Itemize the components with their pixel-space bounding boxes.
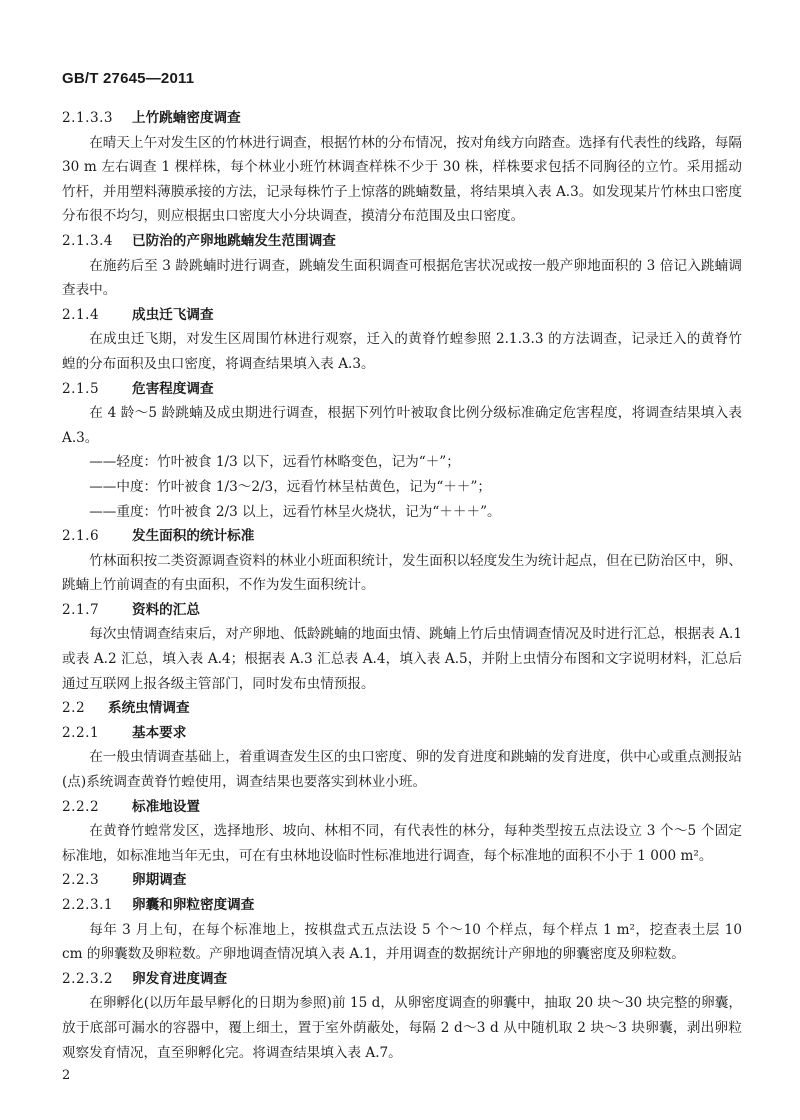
section-heading	[62, 598, 742, 623]
section-title: 危害程度调查	[132, 380, 214, 397]
body-paragraph: 在卵孵化(以历年最早孵化的日期为参照)前 15 d，从卵密度调查的卵囊中，抽取 20 块～30 块完整的卵囊，放于底部可漏水的容器中，覆上细土，置于室外荫蔽处，每隔 2 d～3 d 从中随机取 2 块～3 块卵囊，剥出卵粒观察发育情况，直至卵孵化完。将调查结果填入表 A.7。	[62, 995, 742, 1061]
body-paragraph: 每年 3 月上旬，在每个标准地上，按棋盘式五点法设 5 个～10 个样点，每个样点 1 m²，挖查表土层 10 cm 的卵囊数及卵粒数。产卵地调查情况填入表 A.1，并用调查的数据统计产卵地的卵囊密度及卵粒数。	[62, 921, 742, 963]
body-paragraph: 在施药后至 3 龄跳蝻时进行调查，跳蝻发生面积调查可根据危害状况或按一般产卵地面积的 3 倍记入跳蝻调查表中。	[62, 257, 742, 299]
section-number: 2.1.3.3	[62, 110, 114, 126]
section-number: 2.2.3	[62, 872, 100, 889]
section-title: 已防治的产卵地跳蝻发生范围调查	[132, 232, 336, 249]
section-heading	[62, 229, 742, 254]
section-title: 成虫迁飞调查	[132, 306, 214, 323]
section-title: 标准地设置	[132, 798, 200, 815]
section-number: 2.2.2	[62, 798, 100, 815]
section-heading	[62, 377, 742, 402]
section-title: 卵囊和卵粒密度调查	[132, 897, 255, 913]
section-title: 基本要求	[132, 724, 187, 741]
section-title: 卵发育进度调查	[132, 970, 228, 987]
section-heading	[62, 106, 742, 131]
list-item: ——轻度：竹叶被食 1/3 以下，远看竹林略变色，记为“＋”；	[89, 454, 460, 471]
section-title: 上竹跳蝻密度调查	[132, 110, 241, 126]
section-title: 卵期调查	[132, 872, 187, 889]
section-number: 2.2.3.2	[62, 970, 114, 987]
document-body	[62, 106, 742, 1065]
section-number: 2.2	[62, 700, 86, 717]
section-title: 发生面积的统计标准	[132, 528, 255, 545]
body-paragraph: 在一般虫情调查基础上，着重调查发生区的虫口密度、卵的发育进度和跳蝻的发育进度，供中心或重点测报站(点)系统调查黄脊竹蝗使用，调查结果也要落实到林业小班。	[62, 749, 742, 791]
body-paragraph: 在成虫迁飞期，对发生区周围竹林进行观察，迁入的黄脊竹蝗参照 2.1.3.3 的方法调查，记录迁入的黄脊竹蝗的分布面积及虫口密度，将调查结果填入表 A.3。	[62, 331, 742, 372]
section-number: 2.1.3.4	[62, 232, 114, 249]
list-item: ——重度：竹叶被食 2/3 以上，远看竹林呈火烧状，记为“＋＋＋”。	[89, 503, 501, 520]
section-title: 资料的汇总	[132, 601, 200, 618]
body-paragraph: 在晴天上午对发生区的竹林进行调查，根据竹林的分布情况，按对角线方向踏查。选择有代表性的线路，每隔 30 m 左右调查 1 棵样株，每个林业小班竹林调查样株不少于 30 株，样株要求包括不同胸径的立竹。采用摇动竹杆，并用塑料薄膜承接的方法，记录每株竹子上惊落的跳蝻数量，将结果填入表 A.3。如发现某片竹林虫口密度分布很不均匀，则应根据虫口密度大小分块调查，摸清分布范围及虫口密度。	[62, 134, 742, 225]
section-number: 2.1.4	[62, 306, 100, 323]
section-number: 2.1.7	[62, 601, 100, 618]
section-heading	[62, 524, 742, 549]
body-paragraph: 竹林面积按二类资源调查资料的林业小班面积统计，发生面积以轻度发生为统计起点，但在已防治区中，卵、跳蝻上竹前调查的有虫面积，不作为发生面积统计。	[62, 552, 742, 594]
standard-code: GB/T 27645—2011	[62, 70, 195, 87]
section-heading	[62, 696, 742, 721]
section-heading	[62, 893, 742, 918]
section-number: 2.2.1	[62, 724, 100, 741]
section-number: 2.1.5	[62, 380, 100, 397]
page-number: 2	[62, 1068, 71, 1083]
list-item: ——中度：竹叶被食 1/3～2/3，远看竹林呈枯黄色，记为“＋＋”；	[89, 478, 492, 495]
section-heading	[62, 721, 742, 746]
section-title: 系统虫情调查	[108, 700, 190, 717]
section-heading	[62, 967, 742, 992]
section-heading	[62, 303, 742, 328]
section-heading	[62, 795, 742, 820]
body-paragraph: 在 4 龄～5 龄跳蝻及成虫期进行调查，根据下列竹叶被取食比例分级标准确定危害程度，将调查结果填入表 A.3。	[62, 405, 742, 446]
section-number: 2.1.6	[62, 528, 100, 545]
section-number: 2.2.3.1	[62, 897, 114, 913]
body-paragraph: 每次虫情调查结束后，对产卵地、低龄跳蝻的地面虫情、跳蝻上竹后虫情调查情况及时进行汇总，根据表 A.1 或表 A.2 汇总，填入表 A.4；根据表 A.3 汇总表 A.4，填入表 A.5，并附上虫情分布图和文字说明材料，汇总后通过互联网上报各级主管部门，同时发布虫情预报。	[62, 626, 742, 692]
section-heading	[62, 868, 742, 893]
body-paragraph: 在黄脊竹蝗常发区，选择地形、坡向、林相不同，有代表性的林分，每种类型按五点法设立 3 个～5 个固定标准地，如标准地当年无虫，可在有虫林地设临时性标准地进行调查，每个标准地的面积不小于 1 000 m²。	[62, 823, 742, 864]
